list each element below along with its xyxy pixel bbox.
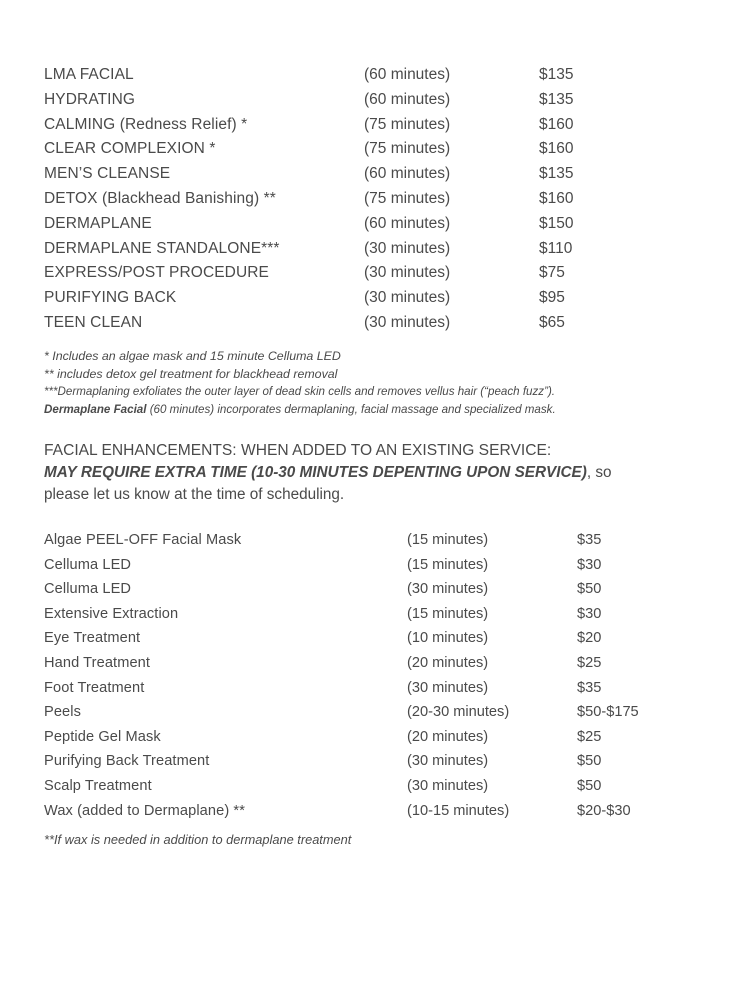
enhancements-title: FACIAL ENHANCEMENTS: WHEN ADDED TO AN EXISTING SERVICE:	[44, 442, 552, 459]
service-name: HYDRATING	[44, 90, 136, 108]
service-duration: (60 minutes)	[364, 90, 451, 108]
service-price: $20-$30	[577, 802, 631, 819]
table-row	[44, 190, 704, 215]
service-price: $160	[539, 140, 574, 158]
footnote-triple-star: ***Dermaplaning exfoliates the outer layer of dead skin cells and removes vellus hair (“peach fuzz”).	[44, 385, 556, 398]
service-name: Purifying Back Treatment	[44, 753, 210, 770]
service-price: $135	[539, 90, 574, 108]
table-row	[44, 655, 704, 680]
service-duration: (75 minutes)	[364, 189, 451, 207]
service-duration: (10 minutes)	[407, 630, 489, 647]
service-name: Hand Treatment	[44, 654, 151, 671]
footnotes-block	[44, 348, 724, 418]
service-duration: (20 minutes)	[407, 728, 489, 745]
service-duration: (15 minutes)	[407, 532, 489, 548]
table-row	[44, 215, 704, 240]
enhancement-services-list	[44, 532, 704, 827]
service-price: $30	[577, 556, 602, 573]
service-duration: (10-15 minutes)	[407, 802, 510, 819]
service-price: $50	[577, 753, 602, 770]
service-name: Eye Treatment	[44, 630, 141, 647]
service-price: $25	[577, 728, 602, 745]
service-price: $150	[539, 214, 574, 232]
table-row	[44, 165, 704, 190]
table-row	[44, 778, 704, 803]
enhancements-subtitle-line2: please let us know at the time of scheduling.	[44, 486, 345, 503]
table-row	[44, 91, 704, 116]
footnote-dermaplane-facial-bold: Dermaplane Facial	[44, 402, 147, 416]
service-name: LMA FACIAL	[44, 66, 134, 83]
service-duration: (30 minutes)	[407, 753, 489, 770]
table-row	[44, 704, 704, 729]
table-row	[44, 314, 704, 339]
table-row	[44, 264, 704, 289]
service-name: DETOX (Blackhead Banishing) **	[44, 189, 276, 207]
service-name: DERMAPLANE	[44, 214, 152, 232]
service-price: $75	[539, 264, 565, 282]
service-name: EXPRESS/POST PROCEDURE	[44, 264, 269, 282]
service-duration: (30 minutes)	[364, 313, 451, 331]
service-price: $160	[539, 189, 574, 207]
service-price: $35	[577, 679, 602, 696]
service-name: DERMAPLANE STANDALONE***	[44, 239, 280, 257]
footnote-double-star: ** includes detox gel treatment for blackhead removal	[44, 366, 338, 381]
table-row	[44, 66, 704, 91]
service-name: Peptide Gel Mask	[44, 728, 161, 745]
service-price: $35	[577, 532, 602, 548]
service-price: $65	[539, 313, 565, 331]
table-row	[44, 606, 704, 631]
service-name: CALMING (Redness Relief) *	[44, 115, 248, 133]
service-price: $110	[539, 239, 573, 257]
service-name: Celluma LED	[44, 581, 132, 598]
service-duration: (30 minutes)	[407, 777, 489, 794]
service-price: $95	[539, 289, 565, 307]
table-row	[44, 116, 704, 141]
service-name: Foot Treatment	[44, 679, 145, 696]
service-price: $50-$175	[577, 704, 639, 721]
service-duration: (20-30 minutes)	[407, 704, 510, 721]
enhancements-subtitle	[44, 462, 714, 484]
table-row	[44, 630, 704, 655]
service-duration: (60 minutes)	[364, 214, 451, 232]
service-price: $20	[577, 630, 602, 647]
service-name: Extensive Extraction	[44, 605, 179, 622]
table-row	[44, 532, 704, 557]
service-duration: (30 minutes)	[364, 289, 451, 307]
table-row	[44, 680, 704, 705]
service-name: Scalp Treatment	[44, 777, 152, 794]
facial-services-list	[44, 66, 704, 339]
table-row	[44, 289, 704, 314]
service-price: $50	[577, 581, 602, 598]
service-duration: (30 minutes)	[364, 239, 451, 257]
service-price: $25	[577, 654, 602, 671]
table-row	[44, 803, 704, 828]
service-duration: (75 minutes)	[364, 115, 451, 133]
service-duration: (60 minutes)	[364, 66, 451, 83]
service-duration: (30 minutes)	[364, 264, 451, 282]
table-row	[44, 581, 704, 606]
table-row	[44, 240, 704, 265]
service-duration: (30 minutes)	[407, 679, 489, 696]
footnote-wax: **If wax is needed in addition to dermaplane treatment	[44, 832, 352, 847]
enhancements-after-emphasis: , so	[586, 464, 612, 481]
service-name: MEN’S CLEANSE	[44, 165, 171, 183]
footnote-single-star: * Includes an algae mask and 15 minute Celluma LED	[44, 349, 341, 363]
service-price: $135	[539, 165, 574, 183]
footnote-dermaplane-facial	[44, 401, 724, 419]
service-duration: (15 minutes)	[407, 556, 489, 573]
service-name: TEEN CLEAN	[44, 313, 143, 331]
service-price: $30	[577, 605, 602, 622]
table-row	[44, 140, 704, 165]
service-price: $135	[539, 66, 574, 83]
service-name: PURIFYING BACK	[44, 289, 177, 307]
service-duration: (60 minutes)	[364, 165, 451, 183]
service-duration: (30 minutes)	[407, 581, 489, 598]
service-duration: (20 minutes)	[407, 654, 489, 671]
table-row	[44, 753, 704, 778]
service-name: CLEAR COMPLEXION *	[44, 140, 216, 158]
service-price: $160	[539, 115, 574, 133]
service-name: Wax (added to Dermaplane) **	[44, 802, 245, 819]
enhancements-emphasis: MAY REQUIRE EXTRA TIME (10-30 MINUTES DEPENTING UPON SERVICE)	[44, 464, 587, 481]
table-row	[44, 729, 704, 754]
service-name: Celluma LED	[44, 556, 132, 573]
footnote-dermaplane-facial-rest: (60 minutes) incorporates dermaplaning, facial massage and specialized mask.	[146, 402, 556, 416]
service-price: $50	[577, 777, 602, 794]
enhancements-heading-block	[44, 440, 714, 506]
service-name: Peels	[44, 704, 82, 721]
service-name: Algae PEEL-OFF Facial Mask	[44, 532, 242, 548]
service-duration: (75 minutes)	[364, 140, 451, 158]
service-duration: (15 minutes)	[407, 605, 489, 622]
table-row	[44, 557, 704, 582]
